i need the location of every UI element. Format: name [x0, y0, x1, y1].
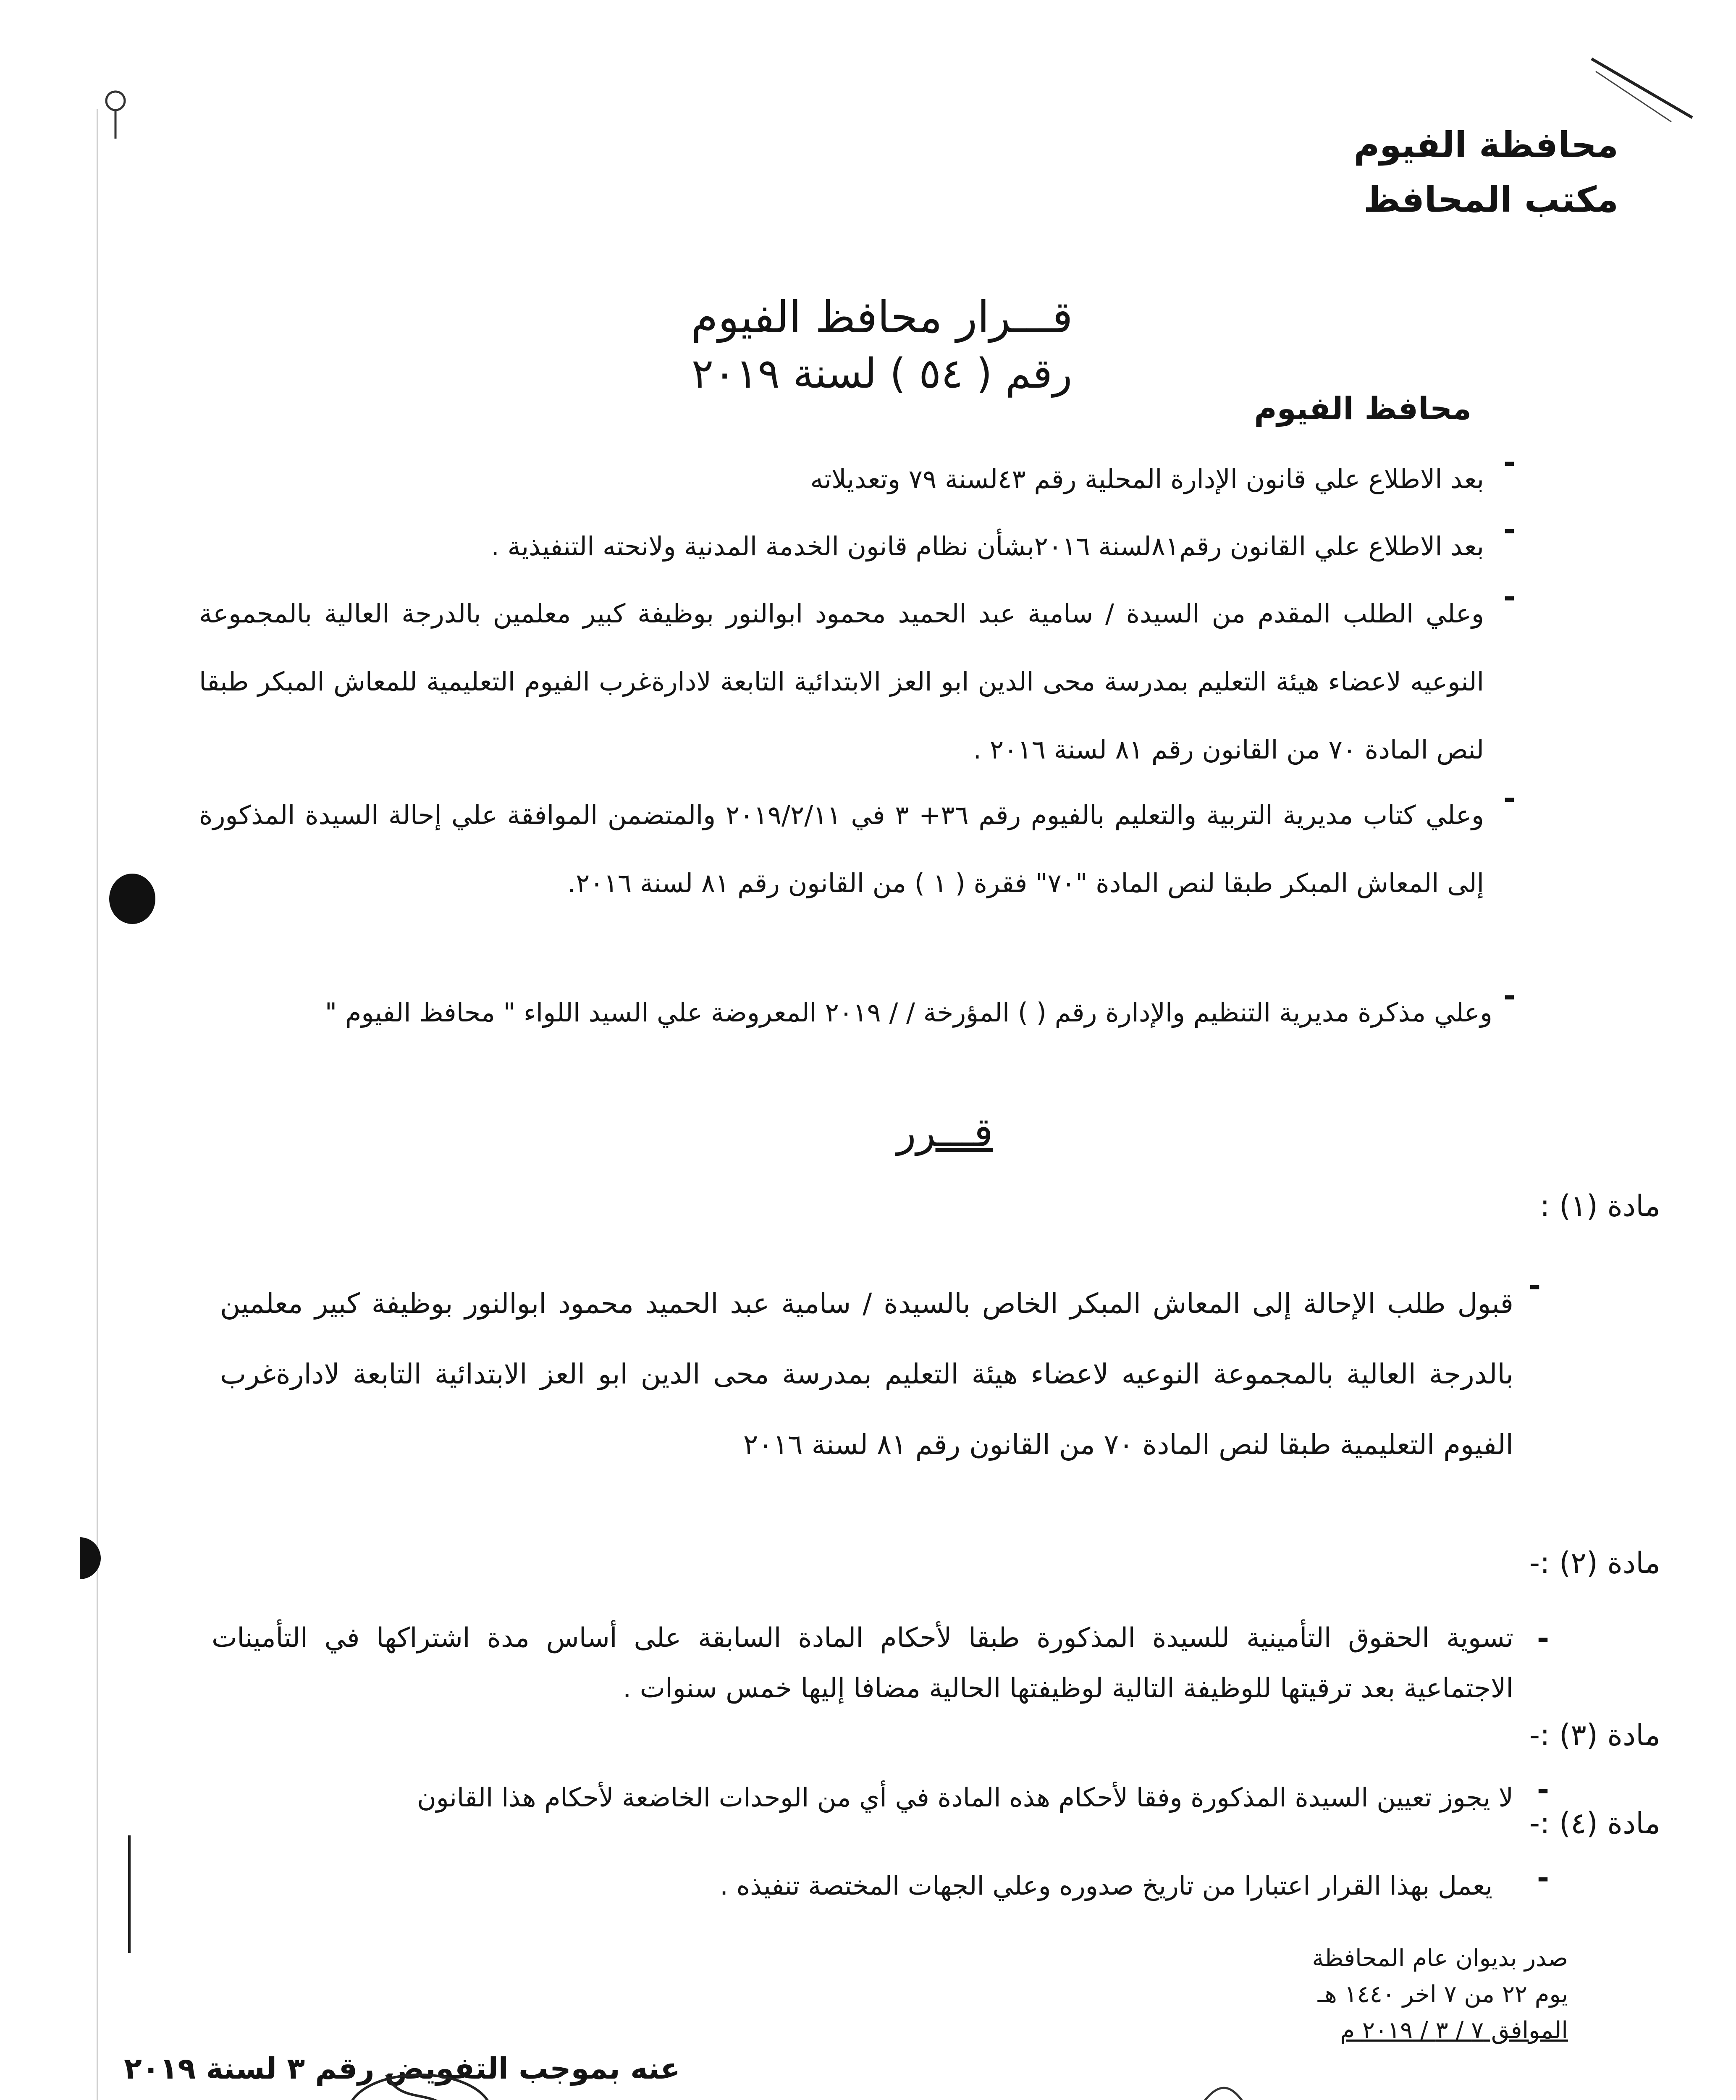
article-text: لا يجوز تعيين السيدة المذكورة وفقا لأحكام هذه المادة في أي من الوحدات الخاضعة لأحكام هذا القانون: [417, 1782, 1513, 1813]
scan-mark-top-left: [99, 84, 132, 143]
issuance-place: صدر بديوان عام المحافظة: [1312, 1945, 1568, 1972]
decree-title: قـــرار محافظ الفيوم: [691, 291, 1073, 343]
signature-scribble: [260, 2058, 596, 2100]
bullet-dash: -: [1537, 1772, 1550, 1807]
handwritten-initials: [1151, 2062, 1302, 2100]
bullet-dash: -: [1537, 1621, 1550, 1656]
punch-hole-top: [109, 874, 155, 924]
decree-number: رقم ( ٥٤ ) لسنة ٢٠١٩: [691, 350, 1073, 398]
bullet-dash: -: [1503, 781, 1516, 816]
governorate-name: محافظة الفيوم: [1353, 124, 1618, 165]
issuance-gregorian-date: الموافق ٧ / ٣ / ٢٠١٩ م: [1340, 2017, 1568, 2044]
article-text: يعمل بهذا القرار اعتبارا من تاريخ صدوره وعلي الجهات المختصة تنفيذه .: [720, 1870, 1492, 1901]
article-text: قبول طلب الإحالة إلى المعاش المبكر الخاص بالسيدة / سامية عبد الحميد محمود ابوالنور بوظيفة كبير معلمين بالدرجة العالية بالمجموعة النوعيه لاعضاء هيئة التعليم بمدرسة محى الدين ابو العز الابتدائية التابعة لادارةغرب الفيوم التعليمية طبقا لنص المادة ٧٠ من القانون رقم ٨١ لسنة ٢٠١٦: [220, 1287, 1513, 1461]
recital-item: وعلي الطلب المقدم من السيدة / سامية عبد الحميد محمود ابوالنور بوظيفة كبير معلمين بالدرجة العالية بالمجموعة النوعيه لاعضاء هيئة التعليم بمدرسة محى الدين ابو العز الابتدائية التابعة لادارةغرب الفيوم التعليمية للمعاش المبكر طبقا لنص المادة ٧٠ من القانون رقم ٨١ لسنة ٢٠١٦ .: [199, 598, 1484, 765]
office-name: مكتب المحافظ: [1364, 179, 1618, 220]
issuance-block: [1224, 1940, 1568, 2049]
recitals-heading: محافظ الفيوم: [1254, 391, 1471, 427]
article-label: مادة (١) :: [1540, 1189, 1660, 1223]
recital-item: وعلي كتاب مديرية التربية والتعليم بالفيوم رقم ٣٦+ ٣ في ٢٠١٩/٢/١١ والمتضمن الموافقة علي إحالة السيدة المذكورة إلى المعاش المبكر طبقا لنص المادة "٧٠" فقرة ( ١ ) من القانون رقم ٨١ لسنة ٢٠١٦.: [199, 800, 1484, 898]
bullet-dash: -: [1529, 1268, 1541, 1303]
decision-heading: قـــرر: [897, 1109, 993, 1156]
scan-mark-corner: [1587, 42, 1697, 126]
recital-item: وعلي مذكرة مديرية التنظيم والإدارة رقم ( ) المؤرخة / / ٢٠١٩ المعروضة علي السيد اللواء " محافظ الفيوم ": [325, 997, 1492, 1028]
article-label: مادة (٤) :-: [1529, 1806, 1660, 1840]
recital-item: بعد الاطلاع علي القانون رقم٨١لسنة ٢٠١٦بشأن نظام قانون الخدمة المدنية ولانحته التنفيذية .: [491, 531, 1484, 562]
bullet-dash: -: [1503, 512, 1516, 547]
bullet-dash: -: [1503, 979, 1516, 1013]
article-label: مادة (٣) :-: [1529, 1718, 1660, 1752]
issuance-hijri-date: يوم ٢٢ من ٧ اخر ١٤٤٠ هـ: [1317, 1981, 1568, 2008]
article-label: مادة (٢) :-: [1529, 1546, 1660, 1580]
bullet-dash: -: [1537, 1861, 1550, 1895]
recital-item: بعد الاطلاع علي قانون الإدارة المحلية رقم ٤٣لسنة ٧٩ وتعديلاته: [810, 464, 1484, 494]
bullet-dash: -: [1503, 445, 1516, 480]
bullet-dash: -: [1503, 580, 1516, 614]
issuer-header: [1115, 118, 1618, 227]
delegation-line: عنه بموجب التفويض رقم ٣ لسنة ٢٠١٩: [124, 2051, 680, 2086]
scan-mark-bracket: [128, 1835, 131, 1953]
article-text: تسوية الحقوق التأمينية للسيدة المذكورة طبقا لأحكام المادة السابقة على أساس مدة اشتراكها في التأمينات الاجتماعية بعد ترقيتها للوظيفة التالية لوظيفتها الحالية مضافا إليها خمس سنوات .: [212, 1622, 1513, 1704]
